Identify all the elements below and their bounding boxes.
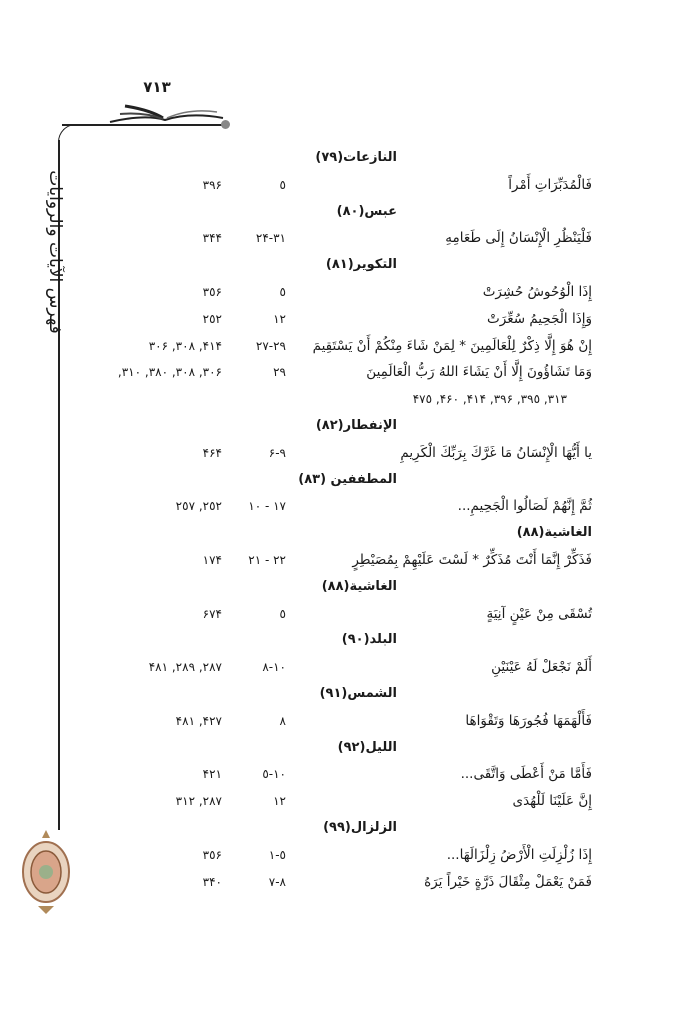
verse-text: فَأَمَّا مَنْ أَعْطَى وَاتَّقَى... xyxy=(460,766,592,783)
surah-heading xyxy=(72,520,592,547)
verse-text: إِذَا الْوُحُوشُ حُشِرَتْ xyxy=(482,283,592,300)
verse-text: ثُمَّ إِنَّهُمْ لَصَالُوا الْجَحِيمِ... xyxy=(457,498,592,515)
verse-text: وَمَا تَشَاؤُونَ إِلَّا أَنْ يَشَاءَ اللهُ رَبُّ الْعَالَمِينَ xyxy=(366,364,592,381)
surah-title: الإنفطار(٨٢) xyxy=(315,417,397,433)
surah-heading xyxy=(72,413,592,440)
verse-row xyxy=(72,279,592,306)
surah-heading xyxy=(72,815,592,842)
rule-ornament-dot xyxy=(221,120,230,129)
page-references: ۴٢١ xyxy=(202,767,222,782)
verse-row xyxy=(72,601,592,628)
verse-row xyxy=(72,654,592,681)
page-references: ٣۴٠ xyxy=(202,874,222,889)
verse-text: فَأَلْهَمَهَا فُجُورَهَا وَتَقْوَاهَا xyxy=(465,712,592,729)
verse-row xyxy=(72,306,592,333)
verse-text: إِذَا زُلْزِلَتِ الْأَرْضُ زِلْزَالَهَا... xyxy=(446,846,592,863)
page-references: ۴١۴, ٣٠٨, ٣٠۶ xyxy=(148,338,222,353)
verse-row xyxy=(72,440,592,467)
page-references: ١٧۴ xyxy=(202,552,222,567)
surah-heading xyxy=(72,199,592,226)
page-references: ٣٥۶ xyxy=(202,284,222,299)
surah-title: البلد(٩٠) xyxy=(341,632,397,648)
header-rule xyxy=(62,124,224,126)
verse-row xyxy=(72,761,592,788)
verse-number: ١٧ - ١٠ xyxy=(248,499,286,514)
side-section-title: فهرس الآيات والروايات xyxy=(45,170,65,334)
surah-title: المطففين (٨٣) xyxy=(298,471,397,487)
surah-title: التكوير(٨١) xyxy=(325,257,397,273)
verse-number: ٣١-٢۴ xyxy=(255,231,286,246)
surah-heading xyxy=(72,681,592,708)
verse-row xyxy=(72,225,592,252)
page-references: ٣٩۶ xyxy=(202,177,222,192)
surah-heading xyxy=(72,735,592,762)
page-references: ٣۴۴ xyxy=(202,231,222,246)
verse-row xyxy=(72,547,592,574)
verse-number: ٥ xyxy=(279,606,286,621)
verse-row xyxy=(72,842,592,869)
verse-number: ٨-٧ xyxy=(268,874,286,889)
verse-text: يا أَيُّهَا الْإِنْسَانُ مَا غَرَّكَ بِرَبِّكَ الْكَرِيمِ xyxy=(400,444,592,461)
page-references: ٣٠۶, ٣٠٨, ٣٨٠, ٣١٠, xyxy=(117,365,222,380)
surah-title: الزلزال(٩٩) xyxy=(323,819,397,835)
verse-text: إِنَّ عَلَيْنَا لَلْهُدَى xyxy=(512,793,592,810)
verse-index-list xyxy=(72,145,592,895)
surah-heading xyxy=(72,574,592,601)
verse-row xyxy=(72,333,592,360)
surah-title: الغاشية(٨٨) xyxy=(321,578,397,594)
page-references-continued xyxy=(72,386,592,413)
page-references: ٢٨٧, ٣١٢ xyxy=(175,794,222,809)
verse-row xyxy=(72,172,592,199)
surah-title: الليل(٩٢) xyxy=(337,739,397,755)
verse-text: فَالْمُدَبِّرَاتِ أَمْراً xyxy=(508,176,592,193)
page-references: ۶٧۴ xyxy=(202,606,222,621)
surah-heading xyxy=(72,467,592,494)
verse-text: تُسْقَى مِنْ عَيْنٍ آنِيَةٍ xyxy=(486,605,592,622)
verse-number: ٥-١ xyxy=(268,847,286,862)
verse-text: فَمَنْ يَعْمَلْ مِثْقَالَ ذَرَّةٍ خَيْراً يَرَهُ xyxy=(424,873,592,890)
decorative-ornament-icon xyxy=(20,828,72,916)
open-book-icon xyxy=(105,100,225,124)
page-references: ۴۶۴ xyxy=(202,445,222,460)
surah-title: عبس(٨٠) xyxy=(336,203,397,219)
page-references: ٢٥٢, ٢٥٧ xyxy=(175,499,222,514)
surah-heading xyxy=(72,252,592,279)
verse-text: فَلْيَنْظُرِ الْإِنْسَانُ إِلَى طَعَامِهِ xyxy=(445,230,592,247)
verse-text: وَإِذَا الْجَحِيمُ سُعِّرَتْ xyxy=(487,310,592,327)
verse-number: ٢٩ xyxy=(273,365,286,380)
surah-heading xyxy=(72,145,592,172)
verse-row xyxy=(72,359,592,386)
surah-title: الشمس(٩١) xyxy=(319,685,397,701)
page-references: ۴٢٧, ۴٨١ xyxy=(175,713,222,728)
verse-row xyxy=(72,493,592,520)
verse-text: فَذَكِّرْ إِنَّمَا أَنْتَ مُذَكِّرٌ * لَسْتَ عَلَيْهِمْ بِمُصَيْطِرٍ xyxy=(352,551,592,568)
verse-number: ٥ xyxy=(279,284,286,299)
verse-number: ٩-۶ xyxy=(268,445,286,460)
verse-number: ٢٢ - ٢١ xyxy=(248,552,286,567)
verse-number: ٢٩-٢٧ xyxy=(255,338,286,353)
verse-number: ١٠-٥ xyxy=(262,767,286,782)
verse-row xyxy=(72,869,592,896)
verse-row xyxy=(72,708,592,735)
page-references: ٢٥٢ xyxy=(202,311,222,326)
verse-number: ٥ xyxy=(279,177,286,192)
surah-heading xyxy=(72,627,592,654)
verse-number: ١٠-٨ xyxy=(262,660,286,675)
frame-corner xyxy=(58,124,79,145)
verse-text: أَلَمْ نَجْعَلْ لَهُ عَيْنَيْنِ xyxy=(491,659,592,676)
page-references-continued-text: ٣١٣, ٣٩٥, ٣٩۶, ۴١۴, ۴۶٠, ۴٧٥ xyxy=(412,392,567,407)
verse-number: ١٢ xyxy=(273,794,286,809)
verse-text: إِنْ هُوَ إِلَّا ذِكْرٌ لِلْعَالَمِينَ * لِمَنْ شَاءَ مِنْكُمْ أَنْ يَسْتَقِيمَ xyxy=(312,337,592,354)
page-references: ٣٥۶ xyxy=(202,847,222,862)
page-references: ٢٨٧, ٢٨٩, ۴٨١ xyxy=(148,660,222,675)
verse-number: ٨ xyxy=(279,713,286,728)
surah-title: الغاشية(٨٨) xyxy=(516,525,592,541)
verse-row xyxy=(72,788,592,815)
verse-number: ١٢ xyxy=(273,311,286,326)
surah-title: النازعات(٧٩) xyxy=(315,150,397,165)
page-number: ٧١٣ xyxy=(143,78,171,96)
